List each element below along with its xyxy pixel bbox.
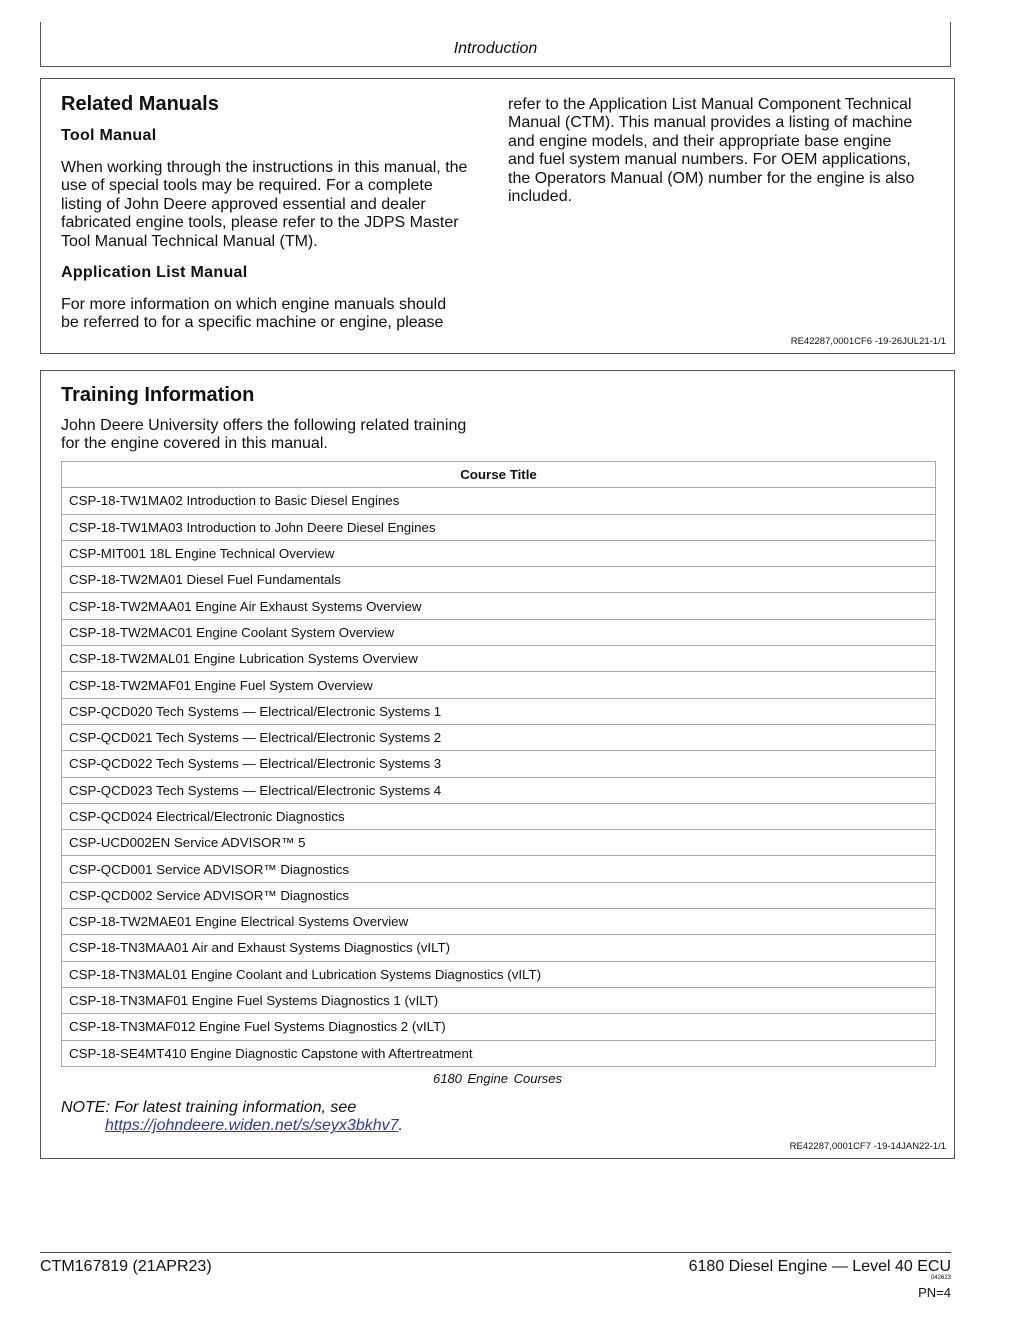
table-row <box>62 961 936 987</box>
table-row <box>62 724 936 750</box>
note-suffix: . <box>398 1117 403 1135</box>
table-header-row <box>62 462 936 488</box>
table-row <box>62 882 936 908</box>
course-cell: CSP-18-TW1MA02 Introduction to Basic Diesel Engines <box>62 488 936 514</box>
course-cell: CSP-QCD021 Tech Systems — Electrical/Electronic Systems 2 <box>62 724 936 750</box>
text-line: refer to the Application List Manual Component Technical <box>508 96 912 113</box>
text-line: fabricated engine tools, please refer to the JDPS Master <box>61 214 459 232</box>
reference-code: RE42287,0001CF6 -19-26JUL21-1/1 <box>790 336 946 347</box>
table-row <box>62 856 936 882</box>
table-row <box>62 672 936 698</box>
text-line: and engine models, and their appropriate base engine <box>508 132 892 150</box>
text-line: and fuel system manual numbers. For OEM applications, <box>508 151 911 169</box>
footer-code: 042623 <box>930 1275 951 1281</box>
course-cell: CSP-18-SE4MT410 Engine Diagnostic Capstone with Aftertreatment <box>62 1040 936 1066</box>
course-cell: CSP-18-TW1MA03 Introduction to John Deere Diesel Engines <box>62 514 936 540</box>
table-row <box>62 830 936 856</box>
text-line: John Deere University offers the following related training <box>61 417 467 434</box>
course-cell: CSP-18-TW2MAL01 Engine Lubrication Systems Overview <box>62 646 936 672</box>
table-row <box>62 567 936 593</box>
course-cell: CSP-18-TW2MAA01 Engine Air Exhaust Systems Overview <box>62 593 936 619</box>
table-row <box>62 619 936 645</box>
header-title: Introduction <box>453 40 538 57</box>
text-line: When working through the instructions in this manual, the <box>61 159 468 176</box>
course-table <box>61 461 936 1067</box>
application-list-heading: Application List Manual <box>61 264 248 281</box>
course-cell: CSP-QCD001 Service ADVISOR™ Diagnostics <box>62 856 936 882</box>
text-line: listing of John Deere approved essential and dealer <box>61 195 426 213</box>
footer-doc-title: 6180 Diesel Engine — Level 40 ECU <box>688 1258 951 1275</box>
footer-doc-id: CTM167819 (21APR23) <box>40 1258 212 1275</box>
related-manuals-section <box>40 78 955 354</box>
table-row <box>62 514 936 540</box>
tool-manual-heading: Tool Manual <box>61 127 157 144</box>
training-title: Training Information <box>61 384 255 406</box>
course-cell: CSP-18-TN3MAF01 Engine Fuel Systems Diagnostics 1 (vILT) <box>62 987 936 1013</box>
training-intro <box>61 417 466 454</box>
course-cell: CSP-18-TN3MAF012 Engine Fuel Systems Diagnostics 2 (vILT) <box>62 1014 936 1040</box>
application-list-text-left <box>61 296 446 333</box>
text-line: Manual (CTM). This manual provides a listing of machine <box>508 114 913 132</box>
text-line: be referred to for a specific machine or engine, please <box>61 314 444 332</box>
text-line: included. <box>508 188 573 206</box>
course-cell: CSP-18-TW2MA01 Diesel Fuel Fundamentals <box>62 567 936 593</box>
table-row <box>62 1014 936 1040</box>
course-cell: CSP-18-TW2MAE01 Engine Electrical Systems Overview <box>62 909 936 935</box>
column-header-course-title: Course Title <box>62 462 936 488</box>
reference-code: RE42287,0001CF7 -19-14JAN22-1/1 <box>789 1141 946 1152</box>
text-line: For more information on which engine manuals should <box>61 296 447 313</box>
text-line: use of special tools may be required. For a complete <box>61 177 433 195</box>
footer-page-number: PN=4 <box>918 1285 951 1300</box>
tool-manual-text <box>61 159 467 251</box>
table-row <box>62 593 936 619</box>
application-list-text-right <box>508 96 914 206</box>
course-cell: CSP-MIT001 18L Engine Technical Overview <box>62 540 936 566</box>
training-information-section <box>40 370 955 1159</box>
course-cell: CSP-UCD002EN Service ADVISOR™ 5 <box>62 830 936 856</box>
training-note <box>61 1099 403 1136</box>
course-cell: CSP-QCD002 Service ADVISOR™ Diagnostics <box>62 882 936 908</box>
table-row <box>62 987 936 1013</box>
table-row <box>62 909 936 935</box>
table-row <box>62 1040 936 1066</box>
table-row <box>62 751 936 777</box>
course-cell: CSP-QCD023 Tech Systems — Electrical/Electronic Systems 4 <box>62 777 936 803</box>
table-row <box>62 646 936 672</box>
course-cell: CSP-18-TN3MAL01 Engine Coolant and Lubrication Systems Diagnostics (vILT) <box>62 961 936 987</box>
text-line: the Operators Manual (OM) number for the engine is also <box>508 169 915 187</box>
table-row <box>62 540 936 566</box>
course-cell: CSP-18-TN3MAA01 Air and Exhaust Systems Diagnostics (vILT) <box>62 935 936 961</box>
related-manuals-title: Related Manuals <box>61 93 219 115</box>
course-cell: CSP-QCD022 Tech Systems — Electrical/Electronic Systems 3 <box>62 751 936 777</box>
footer-divider <box>40 1252 951 1253</box>
table-row <box>62 488 936 514</box>
course-cell: CSP-18-TW2MAF01 Engine Fuel System Overview <box>62 672 936 698</box>
training-link[interactable]: https://johndeere.widen.net/s/seyx3bkhv7 <box>105 1117 399 1135</box>
course-cell: CSP-QCD024 Electrical/Electronic Diagnostics <box>62 803 936 829</box>
text-line: Tool Manual Technical Manual (TM). <box>61 232 318 250</box>
table-row <box>62 698 936 724</box>
page-header <box>40 22 951 67</box>
table-row <box>62 777 936 803</box>
text-line: for the engine covered in this manual. <box>61 435 328 453</box>
course-cell: CSP-18-TW2MAC01 Engine Coolant System Overview <box>62 619 936 645</box>
course-cell: CSP-QCD020 Tech Systems — Electrical/Electronic Systems 1 <box>62 698 936 724</box>
table-row <box>62 935 936 961</box>
note-prefix: NOTE: For latest training information, see <box>61 1099 357 1116</box>
table-row <box>62 803 936 829</box>
note-link-line <box>61 1117 403 1135</box>
table-caption: 6180 Engine Courses <box>432 1071 563 1086</box>
